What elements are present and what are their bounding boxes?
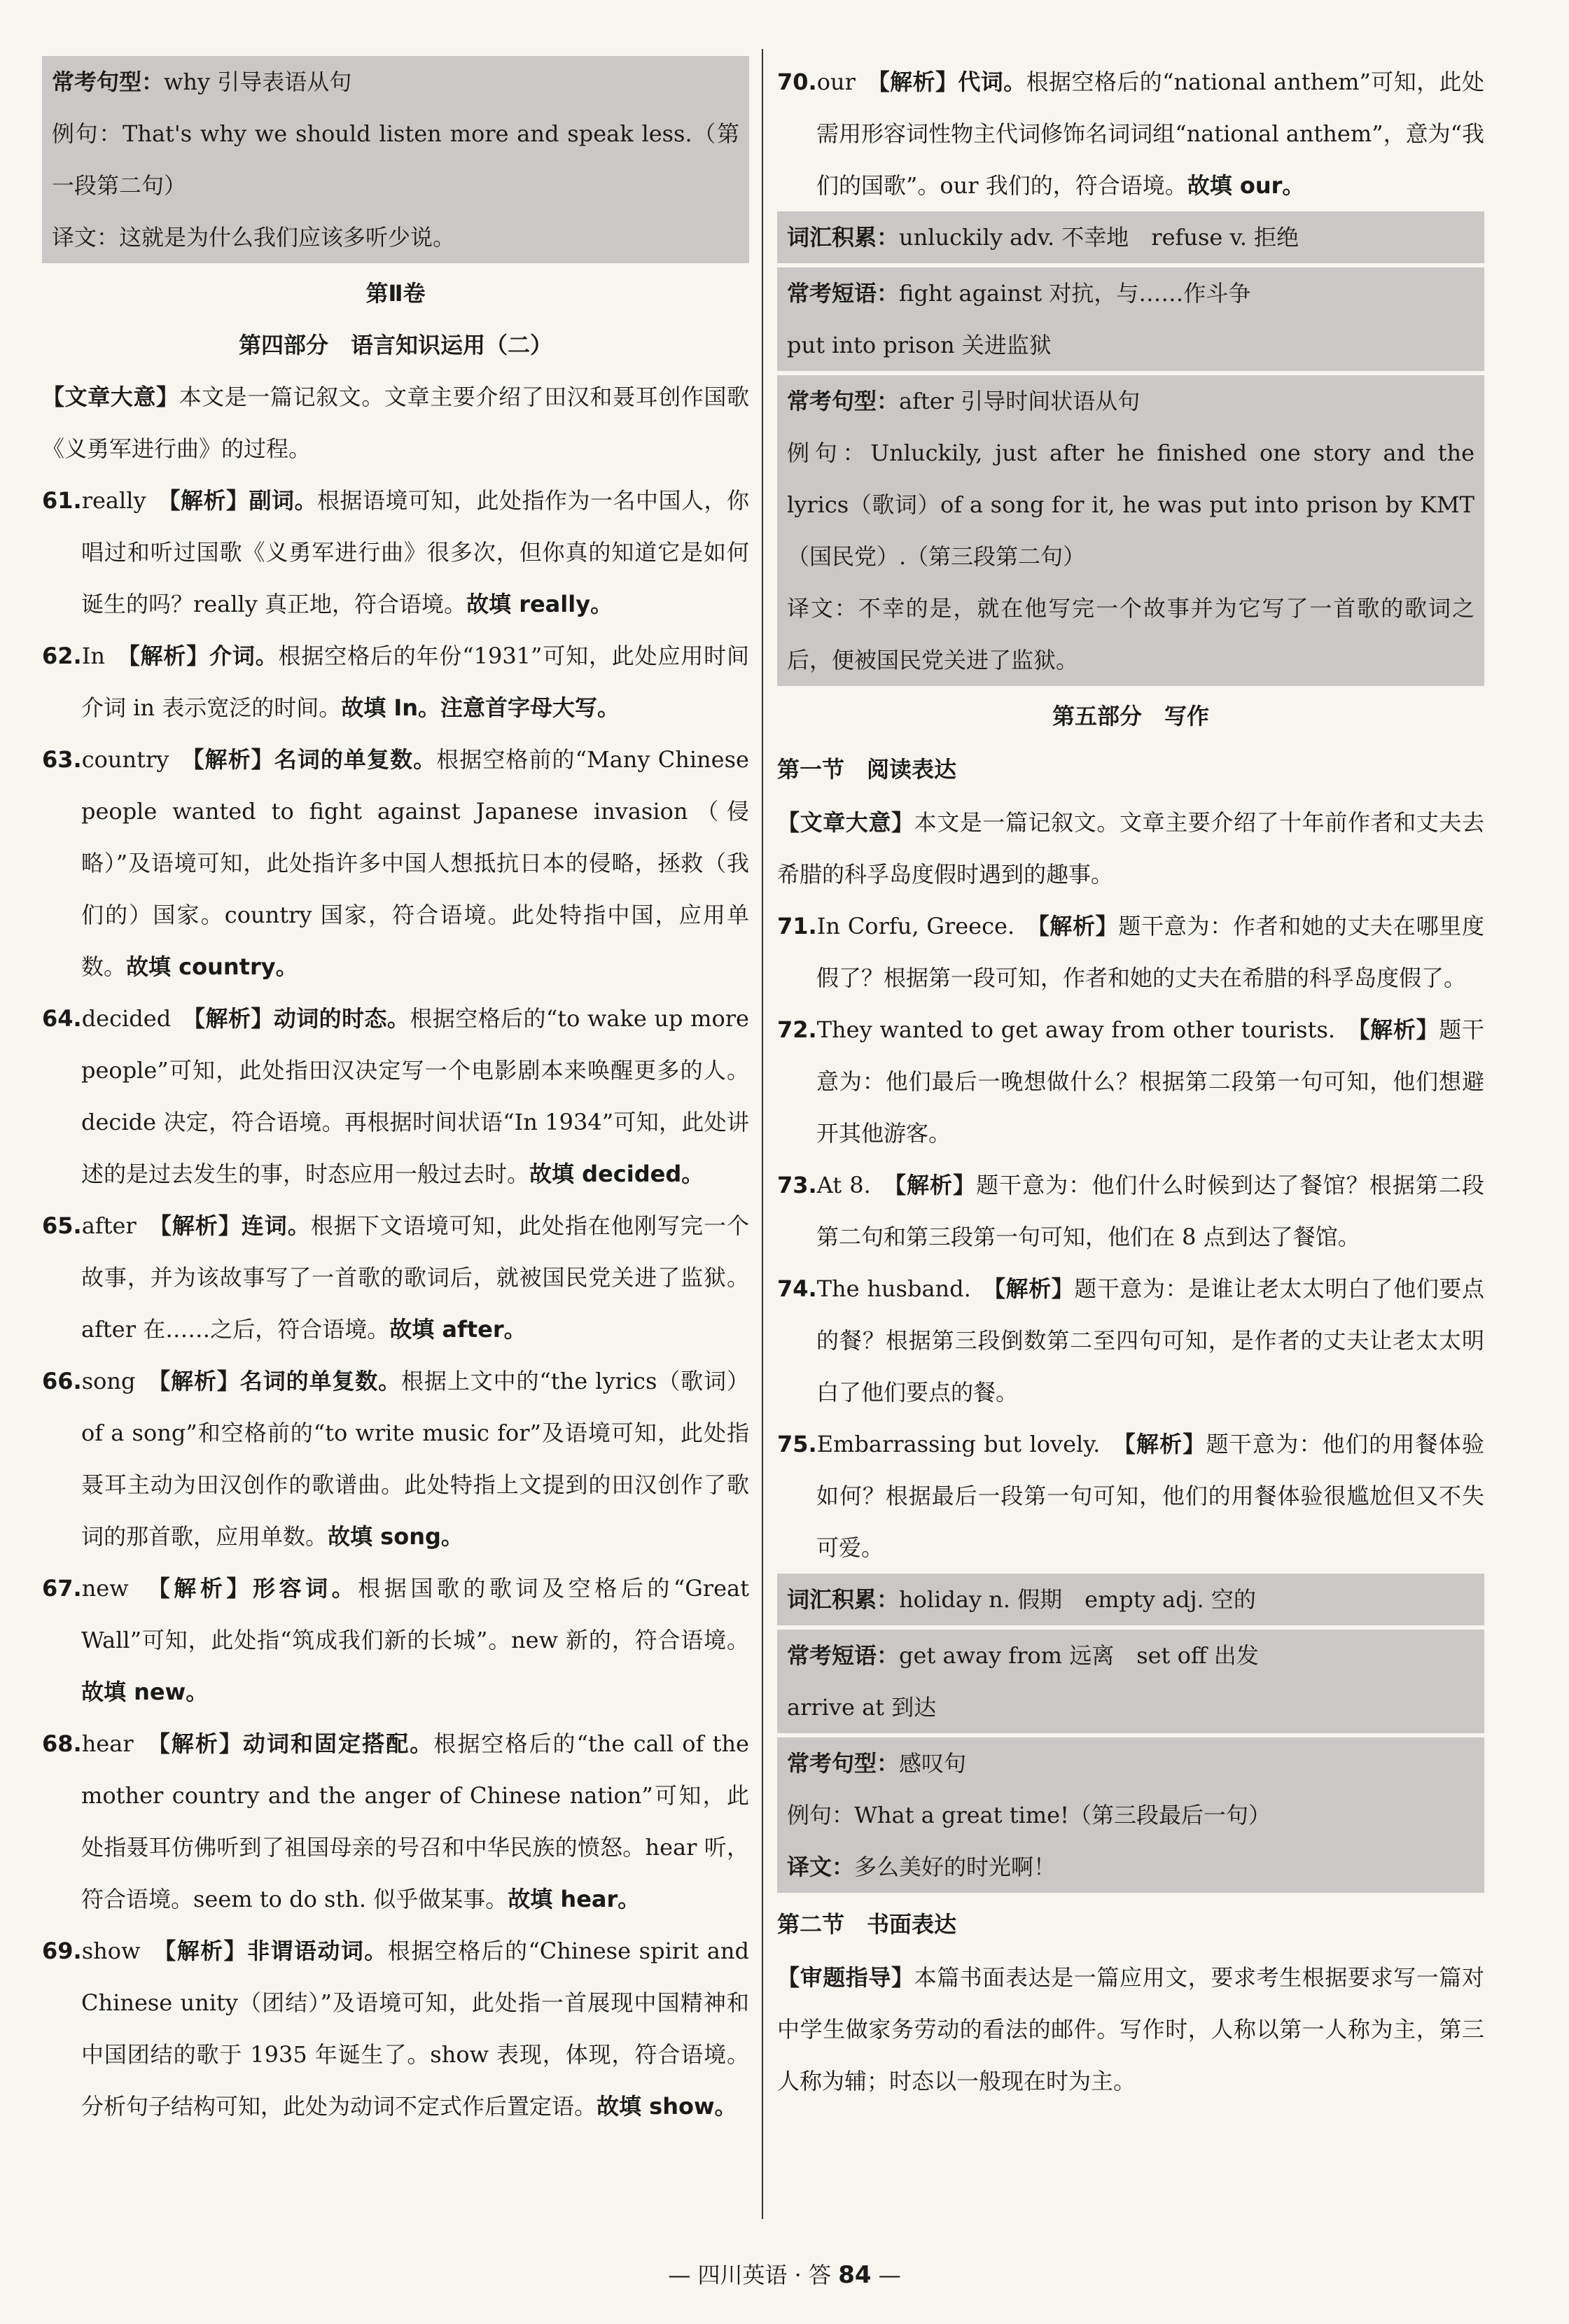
item-tag: 【解析】副词。 xyxy=(169,487,318,514)
example-text: That's why we should listen more and speak less.（第一段第二句） xyxy=(52,120,739,199)
box-text: why 引导表语从句 xyxy=(164,69,352,95)
translation-text: 多么美好的时光啊！ xyxy=(854,1854,1057,1880)
vocab-label: 词汇积累： xyxy=(787,224,900,251)
translation-text: 不幸的是，就在他写完一个故事并为它写了一首歌的歌词之后，便被国民党关进了监狱。 xyxy=(787,595,1474,673)
item-fill: 故填 decided。 xyxy=(529,1161,704,1187)
right-column xyxy=(777,56,1484,2107)
item-tag: 【解析】 xyxy=(1124,1431,1206,1457)
answer-item xyxy=(42,1925,749,2132)
answer-list xyxy=(42,475,749,2132)
answer-item xyxy=(42,734,749,993)
sentence-pattern-box xyxy=(777,375,1484,686)
item-number: 65. xyxy=(42,1212,82,1239)
phrase-text-2: arrive at 到达 xyxy=(787,1694,937,1721)
vocab-box xyxy=(777,1574,1484,1625)
sentence-pattern-box xyxy=(777,1737,1484,1893)
column-divider xyxy=(762,49,763,2219)
answer-item xyxy=(42,1355,749,1562)
item-number: 73. xyxy=(777,1172,817,1198)
sentence-pattern-box xyxy=(42,56,749,263)
item-explanation: 根据国歌的歌词及空格后的“Great Wall”可知，此处指“筑成我们新的长城”。new 新的，符合语境。 xyxy=(81,1575,749,1653)
item-fill: 故填 our。 xyxy=(1187,172,1305,199)
example-text: What a great time!（第三段最后一句） xyxy=(854,1802,1271,1828)
pattern-label: 常考句型： xyxy=(787,1750,900,1777)
item-tag: 【解析】 xyxy=(1038,913,1119,939)
item-answer: decided xyxy=(81,1005,172,1032)
answer-item xyxy=(42,1562,749,1718)
item-number: 66. xyxy=(42,1368,82,1394)
item-answer: Embarrassing but lovely. xyxy=(816,1431,1101,1457)
item-answer: song xyxy=(81,1368,136,1394)
item-answer: new xyxy=(81,1575,129,1602)
item-explanation: 题干意为：他们什么时候到达了餐馆？根据第二段第二句和第三段第一句可知，他们在 8 点到达了餐馆。 xyxy=(816,1172,1484,1250)
item-answer: our xyxy=(816,69,856,95)
box-label: 常考句型： xyxy=(52,69,165,95)
item-number: 74. xyxy=(777,1275,817,1302)
item-number: 71. xyxy=(777,913,817,939)
item-tag: 【解析】名词的单复数。 xyxy=(159,1368,402,1394)
item-explanation: 题干意为：他们最后一晚想做什么？根据第二段第一句可知，他们想避开其他游客。 xyxy=(816,1016,1484,1147)
item-tag: 【解析】 xyxy=(993,1275,1075,1302)
page-footer xyxy=(0,2258,1569,2290)
item-tag: 【解析】连词。 xyxy=(160,1212,311,1239)
item-answer: after xyxy=(81,1212,137,1239)
example-label: 例句： xyxy=(52,120,123,147)
item-explanation: 根据上文中的“the lyrics（歌词）of a song”和空格前的“to write music for”及语境可知，此处指聂耳主动为田汉创作的歌谱曲。此处特指上文提到的田汉创作了歌词的那首歌，应用单数。 xyxy=(81,1368,749,1550)
phrase-box xyxy=(777,267,1484,371)
summary-label: 【文章大意】 xyxy=(777,809,914,836)
phrase-text: fight against 对抗，与……作斗争 xyxy=(899,280,1251,307)
answer-item xyxy=(42,1718,749,1925)
item-tag: 【解析】动词的时态。 xyxy=(194,1005,410,1032)
answer-item xyxy=(42,630,749,734)
summary-label: 【文章大意】 xyxy=(42,384,179,410)
item-tag: 【解析】 xyxy=(1358,1016,1439,1043)
item-number: 69. xyxy=(42,1938,82,1964)
translation-label: 译文： xyxy=(52,224,120,251)
answer-item xyxy=(777,1263,1484,1418)
example-label: 例句： xyxy=(787,1802,855,1828)
item-answer: show xyxy=(81,1938,141,1964)
item-number: 70. xyxy=(777,69,817,95)
item-answer: really xyxy=(81,487,146,514)
phrase-box xyxy=(777,1630,1484,1733)
item-explanation: 题干意为：作者和她的丈夫在哪里度假了？根据第一段可知，作者和她的丈夫在希腊的科孚岛度假了。 xyxy=(816,913,1484,991)
footer-text: 四川英语 · 答 xyxy=(697,2262,832,2288)
item-tag: 【解析】名词的单复数。 xyxy=(193,746,437,773)
item-fill: 故填 new。 xyxy=(81,1679,209,1705)
guide-text: 本篇书面表达是一篇应用文，要求考生根据要求写一篇对中学生做家务劳动的看法的邮件。写作时，人称以第一人称为主，第三人称为辅；时态以一般现在时为主。 xyxy=(777,1964,1484,2094)
answer-item xyxy=(42,993,749,1200)
item-fill: 故填 after。 xyxy=(389,1316,527,1343)
phrase-label: 常考短语： xyxy=(787,280,900,307)
item-number: 72. xyxy=(777,1016,817,1043)
answer-item xyxy=(777,1004,1484,1159)
guide-label: 【审题指导】 xyxy=(777,1964,914,1991)
answer-list xyxy=(777,900,1484,1574)
answer-item xyxy=(777,1418,1484,1574)
item-number: 61. xyxy=(42,487,82,514)
item-fill: 故填 country。 xyxy=(126,953,298,980)
answer-item xyxy=(42,475,749,630)
item-tag: 【解析】介词。 xyxy=(128,643,279,669)
page-number: 84 xyxy=(838,2261,872,2289)
item-explanation: 题干意为：是谁让老太太明白了他们要点的餐？根据第三段倒数第二至四句可知，是作者的丈夫让老太太明白了他们要点的餐。 xyxy=(816,1275,1484,1406)
section2-title: 第二节 书面表达 xyxy=(777,1911,957,1938)
translation-label: 译文： xyxy=(787,1854,855,1880)
translation-label: 译文： xyxy=(787,595,858,622)
item-answer: In xyxy=(81,643,105,669)
phrase-label: 常考短语： xyxy=(787,1642,900,1669)
example-text: Unluckily, just after he finished one story and the lyrics（歌词）of a song for it, he was put into prison by KMT（国民党）.（第三段第二句） xyxy=(787,440,1474,570)
item-explanation: 根据语境可知，此处指作为一名中国人，你唱过和听过国歌《义勇军进行曲》很多次，但你真的知道它是如何诞生的吗？really 真正地，符合语境。 xyxy=(81,487,749,617)
summary-text: 本文是一篇记叙文。文章主要介绍了田汉和聂耳创作国歌《义勇军进行曲》的过程。 xyxy=(42,384,749,462)
item-explanation: 根据空格后的“the call of the mother country and the anger of Chinese nation”可知，此处指聂耳仿佛听到了祖国母亲的号召和中华民族的愤怒。hear 听，符合语境。seem to do sth. 似乎做某事。 xyxy=(81,1730,749,1912)
item-answer: country xyxy=(81,746,169,773)
item-tag: 【解析】动词和固定搭配。 xyxy=(158,1730,434,1757)
left-column xyxy=(42,56,749,2132)
section1-title: 第一节 阅读表达 xyxy=(777,756,957,783)
item-fill: 故填 really。 xyxy=(466,591,613,617)
item-tag: 【解析】代词。 xyxy=(878,69,1026,95)
item-fill: 故填 song。 xyxy=(328,1523,463,1550)
item-explanation: 根据空格后的“national anthem”可知，此处需用形容词性物主代词修饰名词词组“national anthem”，意为“我们的国歌”。our 我们的，符合语境。 xyxy=(816,69,1484,199)
vocab-label: 词汇积累： xyxy=(787,1586,900,1613)
item-tag: 【解析】形容词。 xyxy=(158,1575,358,1602)
vocab-box xyxy=(777,211,1484,263)
pattern-text: 感叹句 xyxy=(899,1750,967,1777)
item-answer: At 8. xyxy=(816,1172,871,1198)
item-number: 68. xyxy=(42,1730,82,1757)
item-explanation: 题干意为：他们的用餐体验如何？根据最后一段第一句可知，他们的用餐体验很尴尬但又不失可爱。 xyxy=(816,1431,1484,1561)
item-explanation: 根据空格后的“to wake up more people”可知，此处指田汉决定写一个电影剧本来唤醒更多的人。decide 决定，符合语境。再根据时间状语“In 1934”可知，此处讲述的是过去发生的事，时态应用一般过去时。 xyxy=(81,1005,749,1187)
vocab-text: holiday n. 假期 empty adj. 空的 xyxy=(899,1586,1256,1613)
item-number: 67. xyxy=(42,1575,82,1602)
vocab-text: unluckily adv. 不幸地 refuse v. 拒绝 xyxy=(899,224,1299,251)
item-fill: 故填 show。 xyxy=(597,2093,737,2120)
item-explanation: 根据下文语境可知，此处指在他刚写完一个故事，并为该故事写了一首歌的歌词后，就被国民党关进了监狱。after 在……之后，符合语境。 xyxy=(81,1212,749,1343)
part-title: 第四部分 语言知识运用（二） xyxy=(238,332,552,358)
item-explanation: 根据空格前的“Many Chinese people wanted to fight against Japanese invasion（侵略）”及语境可知，此处指许多中国人想抵抗日本的侵略，拯救（我们的）国家。country 国家，符合语境。此处特指中国，应用单数。 xyxy=(81,746,749,980)
item-explanation: 根据空格后的“Chinese spirit and Chinese unity（团结）”及语境可知，此处指一首展现中国精神和中国团结的歌于 1935 年诞生了。show 表现，体现，符合语境。分析句子结构可知，此处为动词不定式作后置定语。 xyxy=(81,1938,749,2120)
footer-dash-left: — xyxy=(668,2262,691,2288)
part5-title: 第五部分 写作 xyxy=(1052,703,1209,729)
item-number: 64. xyxy=(42,1005,82,1032)
item-number: 75. xyxy=(777,1431,817,1457)
answer-item xyxy=(777,56,1484,211)
pattern-text: after 引导时间状语从句 xyxy=(899,388,1141,414)
item-tag: 【解析】非谓语动词。 xyxy=(165,1938,388,1964)
answer-item xyxy=(777,1159,1484,1263)
summary-text: 本文是一篇记叙文。文章主要介绍了十年前作者和丈夫去希腊的科孚岛度假时遇到的趣事。 xyxy=(777,809,1484,888)
item-number: 63. xyxy=(42,746,82,773)
translation-text: 这就是为什么我们应该多听少说。 xyxy=(119,224,456,251)
phrase-text: get away from 远离 set off 出发 xyxy=(899,1642,1259,1669)
item-tag: 【解析】 xyxy=(894,1172,977,1198)
answer-item xyxy=(777,900,1484,1004)
item-answer: In Corfu, Greece. xyxy=(816,913,1015,939)
volume-title: 第Ⅱ卷 xyxy=(365,280,426,307)
answer-item xyxy=(42,1200,749,1355)
item-answer: They wanted to get away from other tourists. xyxy=(816,1016,1336,1043)
item-explanation: 根据空格后的年份“1931”可知，此处应用时间介词 in 表示宽泛的时间。 xyxy=(81,643,749,721)
item-fill: 故填 In。注意首字母大写。 xyxy=(341,694,620,721)
item-fill: 故填 hear。 xyxy=(508,1886,641,1912)
item-answer: hear xyxy=(81,1730,134,1757)
phrase-text-2: put into prison 关进监狱 xyxy=(787,332,1052,358)
pattern-label: 常考句型： xyxy=(787,388,900,414)
item-answer: The husband. xyxy=(816,1275,971,1302)
footer-dash-right: — xyxy=(878,2262,901,2288)
item-number: 62. xyxy=(42,643,82,669)
example-label: 例句： xyxy=(787,440,871,466)
